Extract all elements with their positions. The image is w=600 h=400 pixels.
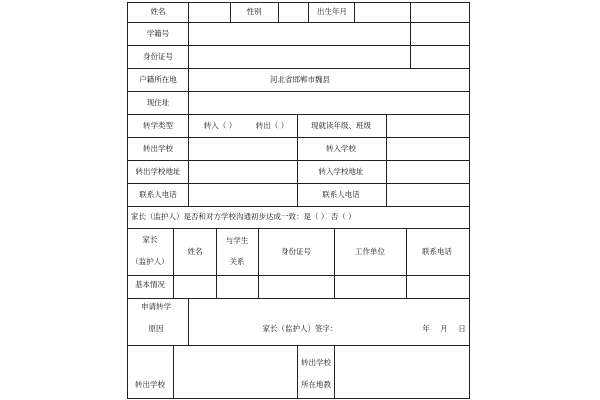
out-school-label: 转出学校 (143, 144, 173, 153)
col-line (127, 2, 128, 399)
row-line (127, 228, 470, 229)
household-value: 河北省邯郸市魏县 (270, 75, 330, 84)
gender-field[interactable] (279, 3, 308, 22)
year-label: 年 (422, 324, 430, 333)
row-line (127, 183, 470, 184)
col-line (173, 228, 174, 298)
out-school-addr-label: 转出学校地址 (135, 167, 181, 176)
col-line (308, 2, 309, 22)
guardian-work-header: 工作单位 (355, 247, 385, 256)
address-label: 现住址 (146, 98, 170, 107)
guardian-name-header: 姓名 (187, 247, 203, 256)
row-line (127, 137, 470, 138)
birth-label: 出生年月 (317, 7, 347, 16)
row-line (127, 298, 470, 299)
col-line (188, 298, 189, 345)
col-line (406, 228, 407, 298)
apply-reason-label-2: 原因 (148, 324, 164, 333)
guardian-signature-label: 家长（监护人）签字： (262, 324, 338, 333)
contact-phone-label-left: 联系人电话 (139, 190, 177, 199)
bottom-out-school-label: 转出学校 (135, 380, 165, 389)
birth-field[interactable] (355, 3, 410, 22)
row-line (173, 275, 470, 276)
student-id-label: 学籍号 (146, 29, 170, 38)
edu-office-label-1: 转出学校 (301, 358, 331, 367)
id-number-label: 身份证号 (143, 52, 173, 61)
id-number-field[interactable] (189, 46, 410, 68)
col-line (216, 228, 217, 298)
apply-reason-label-1: 申请转学 (141, 302, 171, 311)
row-line (127, 206, 470, 207)
in-school-label: 转入学校 (326, 144, 356, 153)
row-line (127, 160, 470, 161)
name-field[interactable] (189, 3, 229, 22)
transfer-type-label: 转学类型 (143, 121, 173, 130)
col-line (173, 345, 174, 399)
guardian-id-header: 身份证号 (281, 247, 311, 256)
day-label: 日 (458, 324, 466, 333)
address-field[interactable] (189, 92, 469, 114)
name-label: 姓名 (150, 7, 166, 16)
row-line (127, 114, 470, 115)
guardian-block-label-3: 基本情况 (135, 280, 165, 289)
guardian-block-label-2: （监护人） (131, 257, 169, 266)
col-line (334, 345, 335, 399)
in-school-addr-label: 转入学校地址 (318, 167, 364, 176)
month-label: 月 (440, 324, 448, 333)
col-line (469, 2, 470, 399)
col-line (230, 2, 231, 22)
contact-phone-label-right: 联系人电话 (322, 190, 360, 199)
guardian-block-label-1: 家长 (142, 235, 158, 244)
student-id-field[interactable] (189, 23, 410, 45)
col-line (334, 228, 335, 298)
col-line (410, 2, 411, 68)
transfer-out-option[interactable]: 转出（ ） (255, 121, 289, 130)
household-label: 户籍所在地 (139, 75, 177, 84)
row-line (127, 398, 470, 399)
transfer-in-option[interactable]: 转入（ ） (203, 121, 237, 130)
guardian-phone-header: 联系电话 (422, 247, 452, 256)
row-line (127, 345, 470, 346)
col-line (297, 345, 298, 399)
guardian-agreement-text: 家长（监护人）是否和对方学校沟通初步达成一致：是（ ） 否（ ） (131, 212, 356, 221)
current-grade-label: 现就读年级、班级 (311, 121, 371, 130)
gender-label: 性别 (246, 7, 262, 16)
guardian-relation-header-2: 关系 (229, 257, 245, 266)
col-line (386, 114, 387, 206)
col-line (258, 228, 259, 298)
col-line (297, 114, 298, 206)
guardian-relation-header-1: 与学生 (225, 236, 249, 245)
edu-office-label-2: 所在地教 (301, 380, 331, 389)
row-line (127, 68, 470, 69)
